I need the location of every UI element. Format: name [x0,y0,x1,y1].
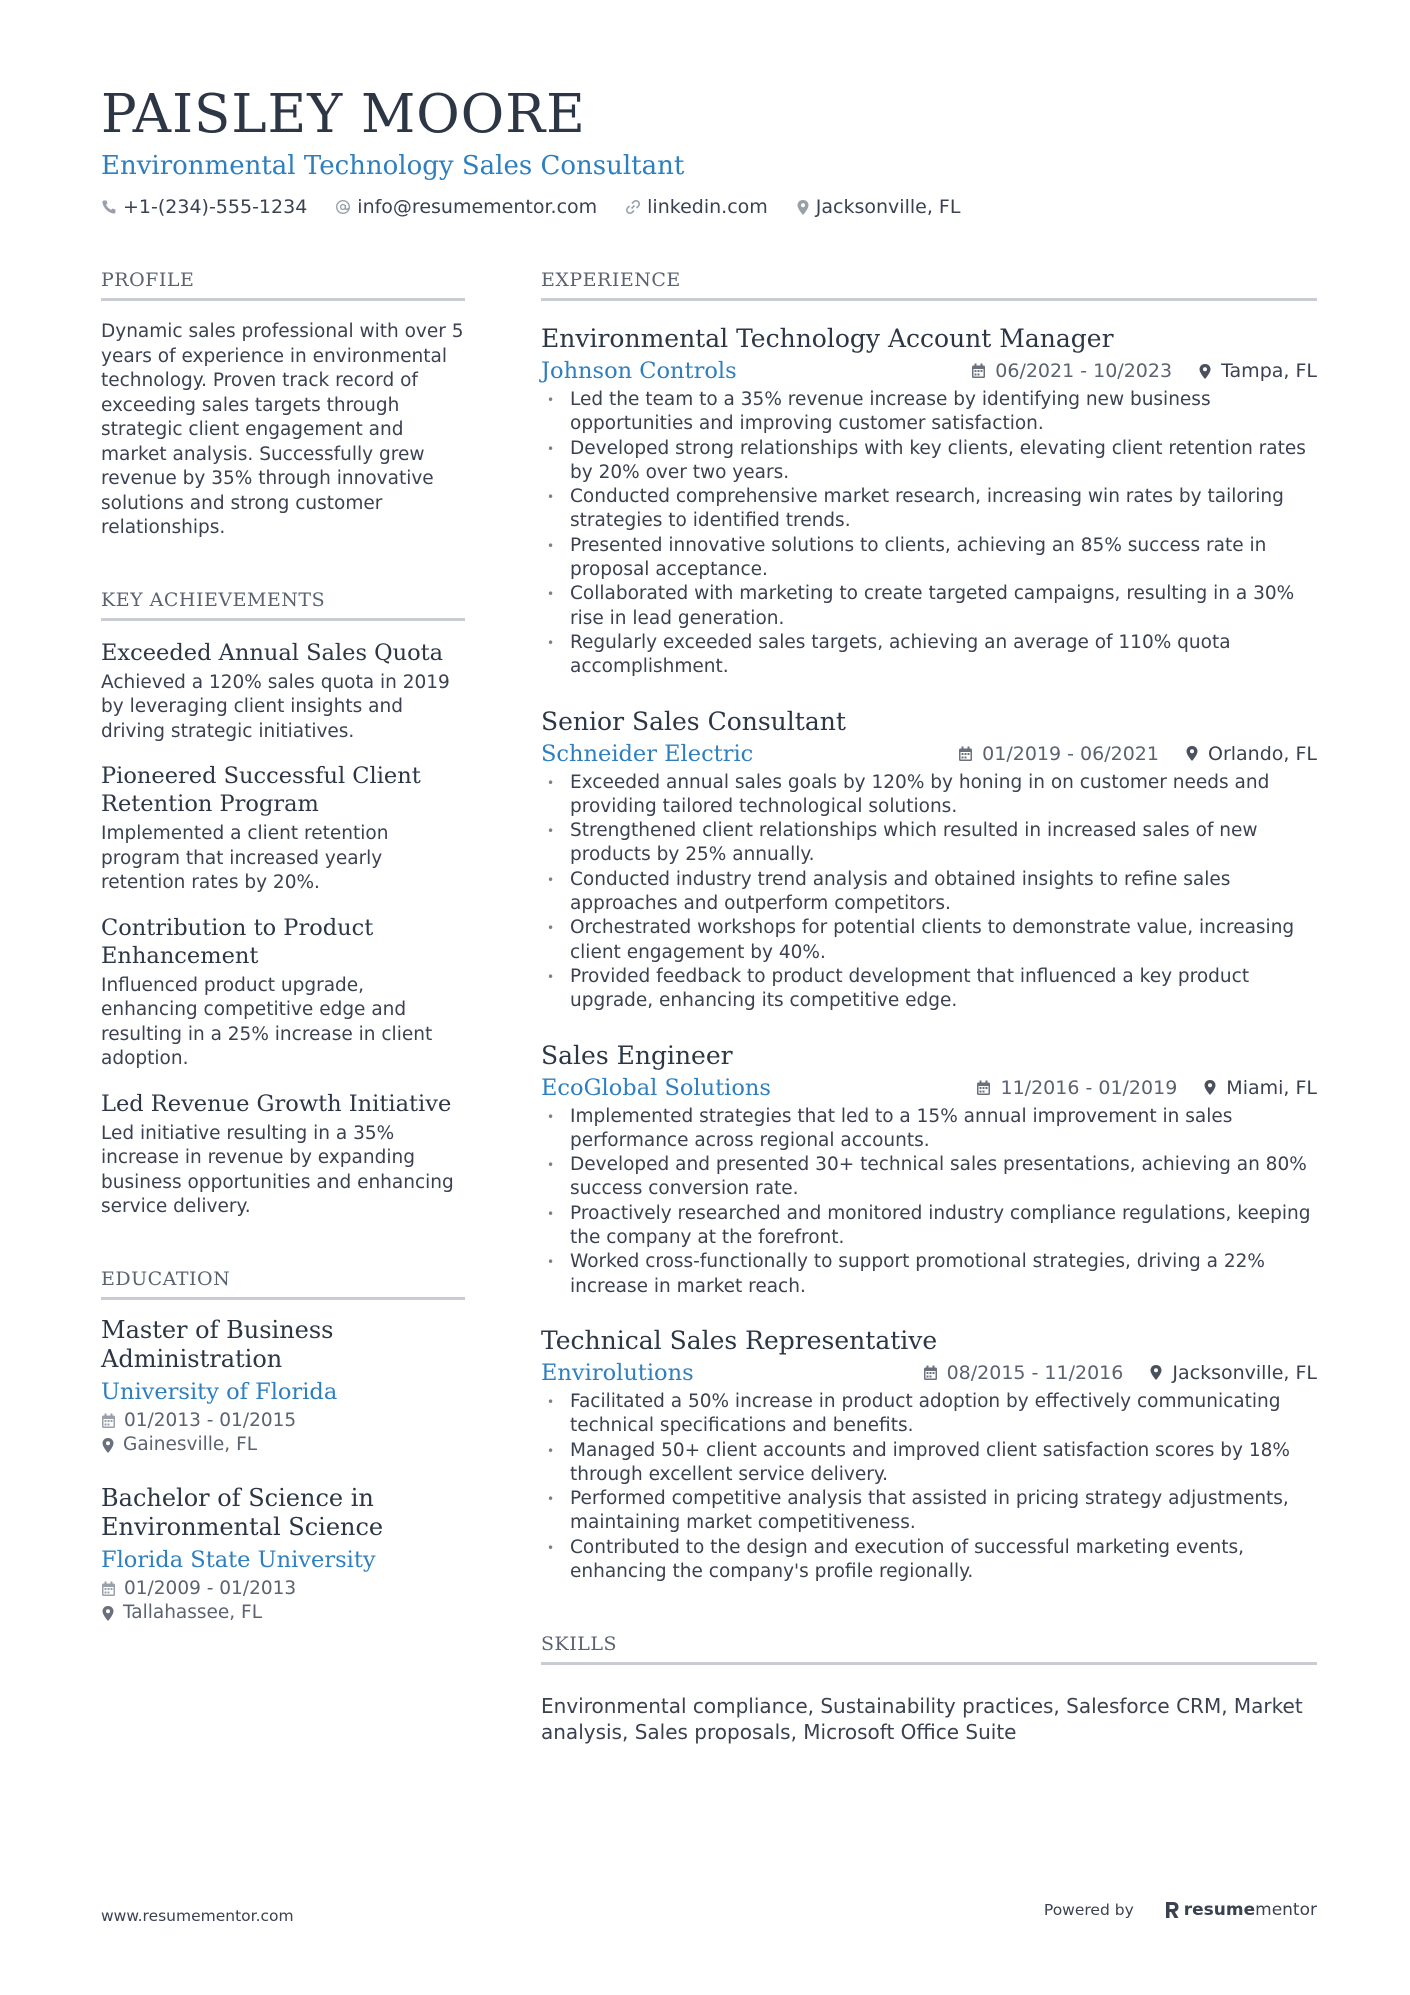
job-dates [976,1077,1177,1099]
brand-name-part-2: mentor [1255,1900,1317,1920]
achievement-item [101,914,465,1072]
job-dates [958,743,1159,765]
education-location [101,1601,465,1626]
job-bullet: • Developed strong relationships with key clients, elevating client retention rates by 20% over two years. [541,437,1317,486]
education-section [101,1267,465,1626]
job-meta-row [541,356,1317,386]
achievement-item [101,762,465,896]
job-company: Envirolutions [541,1359,694,1386]
job-location-text: Orlando, FL [1207,742,1317,765]
job-location-text: Miami, FL [1226,1076,1317,1099]
achievement-text: Led initiative resulting in a 35% increase in revenue by expanding business opportunities and enhancing service delivery. [101,1122,454,1217]
job-bullet: • Provided feedback to product development that influenced a key product upgrade, enhancing its competitive edge. [541,965,1317,1014]
achievement-title: Contribution to Product Enhancement [101,914,374,969]
job-bullet: • Led the team to a 35% revenue increase by identifying new business opportunities and improving customer satisfaction. [541,388,1317,437]
calendar-icon [958,746,973,762]
job-entry [541,323,1317,680]
job-bullet: • Implemented strategies that led to a 15% annual improvement in sales performance across regional accounts. [541,1105,1317,1154]
education-location [101,1433,465,1458]
job-meta-row [541,1073,1317,1103]
job-meta-row [541,739,1317,769]
section-title-profile: PROFILE [101,268,465,301]
contact-location [796,196,961,218]
resumementor-logo-icon [1164,1900,1180,1920]
job-bullet: • Collaborated with marketing to create targeted campaigns, resulting in a 30% rise in lead generation. [541,582,1317,631]
right-column [541,268,1317,1745]
job-bullet: • Worked cross-functionally to support promotional strategies, driving a 22% increase in market reach. [541,1250,1317,1299]
achievement-title: Exceeded Annual Sales Quota [101,639,444,666]
phone-text: +1-(234)-555-1234 [123,196,308,218]
calendar-icon [976,1080,991,1096]
job-company: Schneider Electric [541,740,754,767]
job-bullet: • Conducted comprehensive market research, increasing win rates by tailoring strategies to identified trends. [541,485,1317,534]
job-bullet: • Conducted industry trend analysis and obtained insights to refine sales approaches and outperform competitors. [541,868,1317,917]
job-location-text: Tampa, FL [1221,360,1317,382]
experience-section [541,268,1317,1584]
candidate-name: PAISLEY MOORE [101,84,586,145]
section-title-education: EDUCATION [101,1267,465,1300]
section-title-skills: SKILLS [541,1632,1317,1665]
job-location-text: Jacksonville, FL [1172,1361,1317,1384]
job-bullet: • Performed competitive analysis that assisted in pricing strategy adjustments, maintaining market competitiveness. [541,1487,1317,1536]
degree: Bachelor of Science in Environmental Science [101,1483,384,1541]
achievement-item [101,639,465,745]
location-pin-icon [1185,745,1199,762]
education-dates [101,1409,465,1434]
job-entry [541,1325,1317,1584]
job-bullets [541,1390,1317,1584]
job-company: EcoGlobal Solutions [541,1074,771,1101]
achievement-title: Led Revenue Growth Initiative [101,1090,452,1117]
job-dates [971,360,1172,382]
education-item [101,1316,465,1458]
job-dates-text: 08/2015 - 11/2016 [946,1361,1124,1384]
calendar-icon [101,1413,116,1429]
job-role: Technical Sales Representative [541,1325,938,1355]
education-dates [101,1577,465,1602]
contact-bar [101,196,1321,218]
job-bullet: • Facilitated a 50% increase in product adoption by effectively communicating technical specifications and benefits. [541,1390,1317,1439]
phone-icon [101,199,117,215]
job-role: Sales Engineer [541,1040,733,1070]
brand-name-part-1: resume [1183,1900,1256,1920]
job-bullet: • Managed 50+ client accounts and improved client satisfaction scores by 18% through excellent service delivery. [541,1439,1317,1488]
job-location [1198,360,1317,382]
resume-header [101,82,1321,218]
section-title-achievements: KEY ACHIEVEMENTS [101,588,465,621]
degree: Master of Business Administration [101,1315,334,1373]
skills-section [541,1632,1317,1745]
job-dates-text: 06/2021 - 10/2023 [995,360,1173,382]
link-icon [625,199,641,215]
job-dates [923,1362,1124,1384]
school: Florida State University [101,1546,376,1573]
location-pin-icon [796,199,810,216]
calendar-icon [101,1581,116,1597]
job-bullets [541,388,1317,680]
brand-logo[interactable] [1164,1900,1317,1920]
job-meta-row [541,1358,1317,1388]
job-bullet: • Contributed to the design and execution of successful marketing events, enhancing the company's profile regionally. [541,1536,1317,1585]
location-pin-icon [1149,1364,1163,1381]
location-pin-icon [101,1605,115,1622]
achievement-text: Implemented a client retention program that increased yearly retention rates by 20%. [101,823,389,893]
achievement-title: Pioneered Successful Client Retention Program [101,763,421,817]
job-dates-text: 11/2016 - 01/2019 [1000,1076,1178,1099]
job-bullet: • Presented innovative solutions to clients, achieving an 85% success rate in proposal acceptance. [541,534,1317,583]
job-role: Environmental Technology Account Manager [541,324,1114,353]
calendar-icon [971,363,986,379]
skills-text: Environmental compliance, Sustainability practices, Salesforce CRM, Market analysis, Sales proposals, Microsoft Office Suite [541,1694,1303,1745]
education-location-text: Tallahassee, FL [123,1602,263,1623]
email-text: info@resumementor.com [357,196,598,218]
location-pin-icon [101,1437,115,1454]
job-meta [923,1362,1317,1384]
headline: Environmental Technology Sales Consultant [101,151,685,181]
at-icon [335,199,351,215]
education-dates-text: 01/2009 - 01/2013 [124,1577,297,1599]
contact-linkedin[interactable] [625,196,768,218]
education-item [101,1484,465,1626]
job-location [1185,743,1317,765]
job-meta [976,1077,1317,1099]
education-dates-text: 01/2013 - 01/2015 [124,1409,297,1431]
profile-section [101,268,465,541]
job-bullet: • Strengthened client relationships which resulted in increased sales of new products by 25% annually. [541,819,1317,868]
achievement-text: Influenced product upgrade, enhancing competitive edge and resulting in a 25% increase in client adoption. [101,974,433,1069]
achievements-section [101,588,465,1220]
contact-phone[interactable] [101,196,307,218]
job-bullet: • Proactively researched and monitored industry compliance regulations, keeping the company at the forefront. [541,1202,1317,1251]
location-pin-icon [1203,1079,1217,1096]
job-dates-text: 01/2019 - 06/2021 [982,742,1159,765]
job-entry [541,1040,1317,1299]
achievement-text: Achieved a 120% sales quota in 2019 by leveraging client insights and driving strategic initiatives. [101,671,450,742]
education-location-text: Gainesville, FL [123,1434,258,1455]
footer-powered-by [1044,1900,1317,1920]
job-bullet: • Developed and presented 30+ technical sales presentations, achieving an 80% success conversion rate. [541,1153,1317,1202]
left-column [101,268,465,1626]
job-company: Johnson Controls [541,358,737,384]
job-role: Senior Sales Consultant [541,706,846,736]
job-entry [541,706,1317,1014]
job-bullets [541,1105,1317,1299]
powered-by-label: Powered by [1043,1901,1134,1919]
job-bullet: • Exceeded annual sales goals by 120% by honing in on customer needs and providing tailored technological solutions. [541,771,1317,820]
job-meta [958,743,1317,765]
achievement-item [101,1090,465,1220]
linkedin-text: linkedin.com [647,196,768,218]
job-location [1203,1077,1317,1099]
contact-email[interactable] [335,196,597,218]
calendar-icon [923,1365,938,1381]
profile-text: Dynamic sales professional with over 5 years of experience in environmental technology. Proven track record of exceeding sales targets through strategic client engagement and market analysis. Successfully grew revenue by 35% through innovative solutions and strong customer relationships. [101,321,464,538]
job-meta [971,360,1317,382]
job-bullet: • Regularly exceeded sales targets, achieving an average of 110% quota accomplishment. [541,631,1317,680]
job-bullets [541,771,1317,1014]
location-text: Jacksonville, FL [815,196,961,218]
section-title-experience: EXPERIENCE [541,268,1317,301]
school: University of Florida [101,1378,338,1405]
job-bullet: • Orchestrated workshops for potential clients to demonstrate value, increasing client engagement by 40%. [541,916,1317,965]
job-location [1149,1362,1317,1384]
footer-website[interactable]: www.resumementor.com [101,1907,294,1925]
location-pin-icon [1198,363,1212,380]
